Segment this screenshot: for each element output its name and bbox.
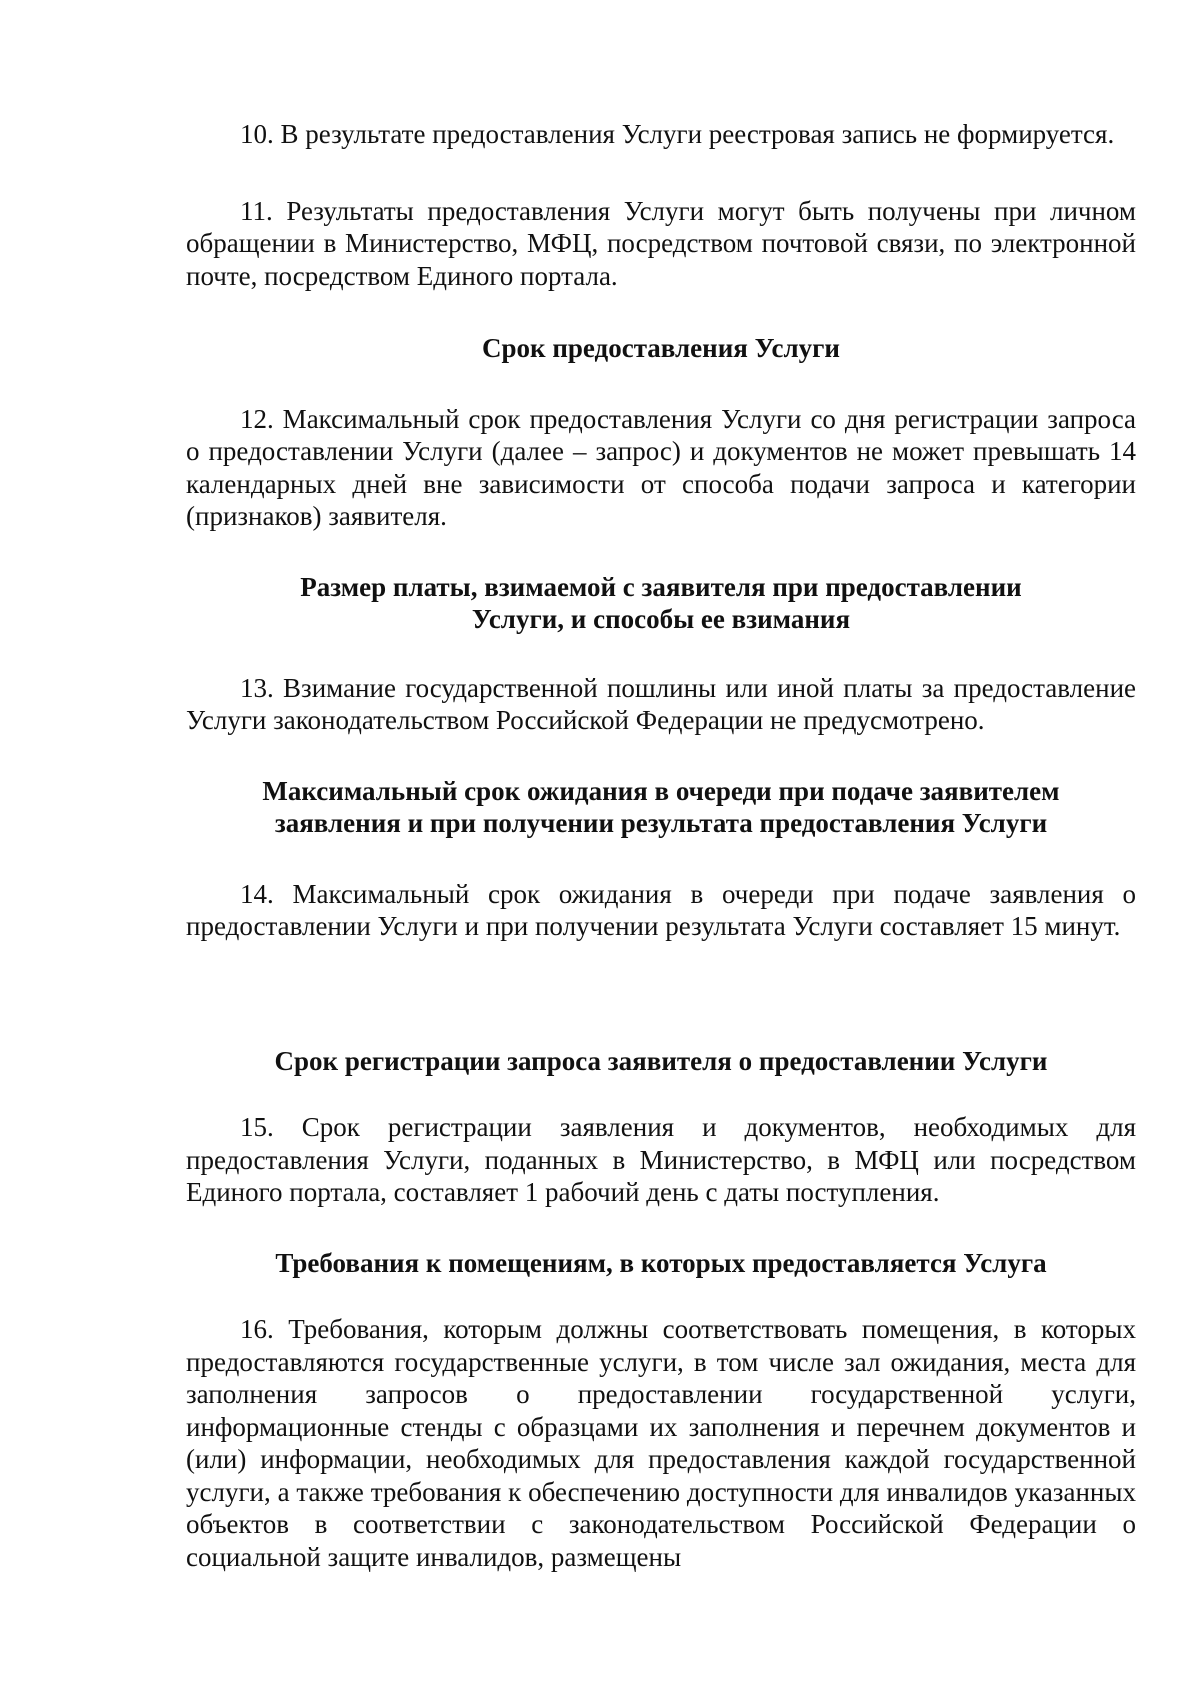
paragraph-10: 10. В результате предоставления Услуги реестровая запись не формируется. [240,119,1115,149]
heading-fee-line-2: Услуги, и способы ее взимания [471,604,851,634]
paragraph-11: 11. Результаты предоставления Услуги могут быть получены при личном обращении в Министерство, МФЦ, посредством почтовой связи, по электронной почте, посредством Единого портала. [186,195,1136,291]
heading-fee-line-1: Размер платы, взимаемой с заявителя при предоставлении [300,571,1022,602]
paragraph-15: 15. Срок регистрации заявления и документов, необходимых для предоставления Услуги, поданных в Министерство, в МФЦ или посредством Единого портала, составляет 1 рабочий день с даты поступления. [186,1112,1136,1207]
paragraph-13: 13. Взимание государственной пошлины или иной платы за предоставление Услуги законодательством Российской Федерации не предусмотрено. [186,672,1136,735]
heading-fee [186,571,1136,636]
paragraph-12: 12. Максимальный срок предоставления Услуги со дня регистрации запроса о предоставлении Услуги (далее – запрос) и документов не может превышать 14 календарных дней вне зависимости от способа подачи запроса и категории (признаков) заявителя. [186,403,1136,531]
heading-registration-term: Срок регистрации запроса заявителя о предоставлении Услуги [274,1045,1048,1076]
heading-queue-wait-line-1: Максимальный срок ожидания в очереди при подаче заявителем [262,775,1060,806]
heading-premises-requirements: Требования к помещениям, в которых предоставляется Услуга [275,1247,1047,1278]
paragraph-14: 14. Максимальный срок ожидания в очереди при подаче заявления о предоставлении Услуги и при получении результата Услуги составляет 15 минут. [186,878,1136,941]
paragraph-16: 16. Требования, которым должны соответствовать помещения, в которых предоставляются государственные услуги, в том числе зал ожидания, места для заполнения запросов о предоставлении государственной услуги, информационные стенды с образцами их заполнения и перечнем документов и (или) информации, необходимых для предоставления каждой государственной услуги, а также требования к обеспечению доступности для инвалидов указанных объектов в соответствии с законодательством Российской Федерации о социальной защите инвалидов, размещены [186,1314,1136,1572]
heading-queue-wait-line-2: заявления и при получении результата предоставления Услуги [274,808,1048,838]
heading-queue-wait [186,775,1136,840]
document-page [186,118,1136,1573]
heading-service-term: Срок предоставления Услуги [482,333,840,363]
